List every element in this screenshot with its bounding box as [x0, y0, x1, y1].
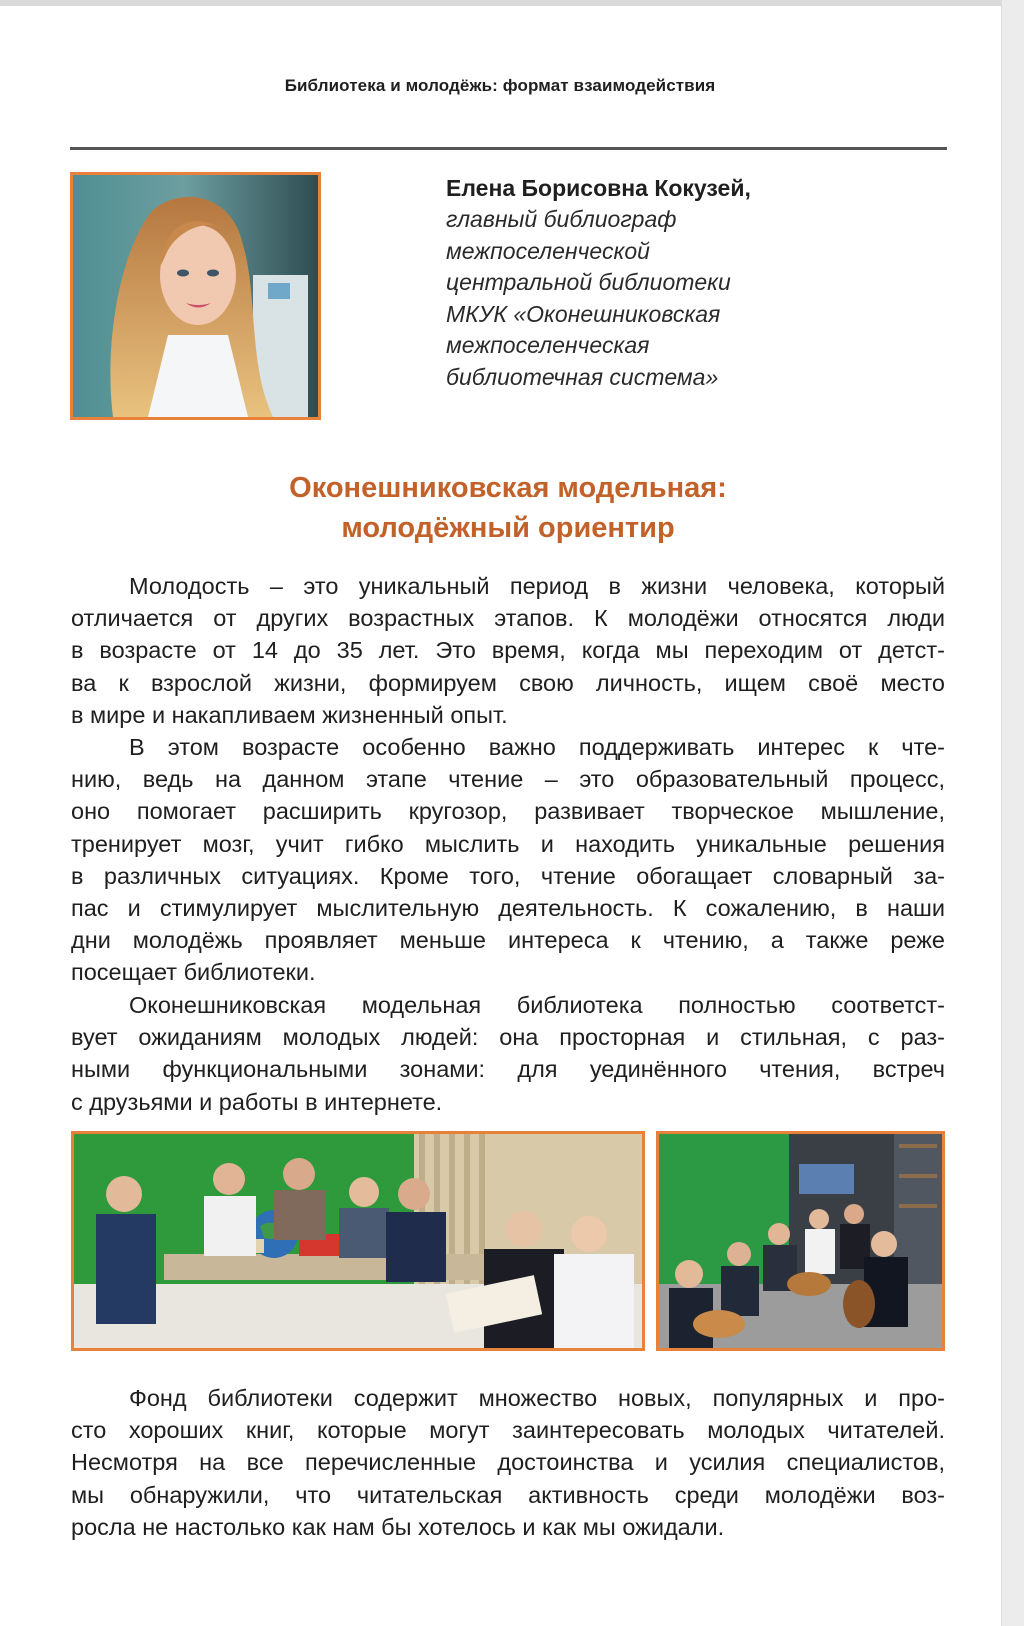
author-position-line: центральной библиотеки [446, 269, 731, 295]
text-line: посещает библиотеки. [71, 959, 316, 986]
text-line: ва к взрослой жизни, формируем свою личность, ищем своё место [71, 669, 945, 696]
paragraph [71, 731, 945, 989]
text-line: мы обнаружили, что читательская активность среди молодёжи воз- [71, 1481, 945, 1508]
text-line: оно помогает расширить кругозор, развивает творческое мышление, [71, 798, 945, 825]
author-position-line: главный библиограф [446, 206, 677, 232]
author-name: Елена Борисовна Кокузей, [446, 175, 751, 201]
paragraph [71, 1382, 945, 1543]
text-line: дни молодёжь проявляет меньше интереса к чтению, а также реже [71, 927, 945, 954]
text-line: росла не настолько как нам бы хотелось и как мы ожидали. [71, 1513, 725, 1540]
article-title-line: молодёжный ориентир [341, 512, 675, 544]
text-line: ными функциональными зонами: для уединённого чтения, встреч [71, 1056, 945, 1083]
text-line: Оконешниковская модельная библиотека полностью соответст- [129, 992, 945, 1018]
text-line: в различных ситуациях. Кроме того, чтение обогащает словарный за- [71, 862, 945, 889]
article-title-line: Оконешниковская модельная: [289, 472, 727, 504]
text-line: в возрасте от 14 до 35 лет. Это время, когда мы переходим от детст- [71, 637, 945, 664]
running-header: Библиотека и молодёжь: формат взаимодействия [284, 76, 716, 95]
text-line: тренирует мозг, учит гибко мыслить и находить уникальные решения [71, 830, 945, 857]
text-line: пас и стимулирует мыслительную деятельность. К сожалению, в наши [71, 895, 945, 922]
text-line: Фонд библиотеки содержит множество новых, популярных и про- [129, 1385, 945, 1411]
text-line: В этом возрасте особенно важно поддерживать интерес к чте- [129, 734, 945, 760]
text-line: нию, ведь на данном этапе чтение – это образовательный процесс, [71, 766, 945, 793]
header-rule [70, 147, 947, 150]
text-line: Несмотря на все перечисленные достоинства и усилия специалистов, [71, 1449, 945, 1476]
author-position-line: МКУК «Оконешниковская [446, 300, 721, 327]
photo-guitar-group [656, 1131, 945, 1351]
text-line: отличается от других возрастных этапов. К молодёжи относятся люди [71, 605, 945, 632]
author-position-line: межпоселенческая [446, 332, 650, 358]
text-line: Молодость – это уникальный период в жизни человека, который [129, 573, 945, 599]
text-line: в мире и накапливаем жизненный опыт. [71, 701, 508, 728]
photo-students-reading [71, 1131, 645, 1351]
text-line: вует ожиданиям молодых людей: она просторная и стильная, с раз- [71, 1024, 945, 1051]
author-position-line: межпоселенческой [446, 237, 650, 264]
author-position-line: библиотечная система» [446, 363, 719, 390]
page-right-edge [1001, 0, 1024, 1626]
author-portrait [70, 172, 321, 420]
text-line: с друзьями и работы в интернете. [71, 1088, 443, 1115]
paragraph [71, 989, 945, 1118]
article-title [0, 468, 1016, 548]
paragraph [71, 570, 945, 731]
text-line: сто хороших книг, которые могут заинтересовать молодых читателей. [71, 1417, 945, 1444]
window-top-bar [0, 0, 1024, 6]
author-info [446, 172, 866, 393]
